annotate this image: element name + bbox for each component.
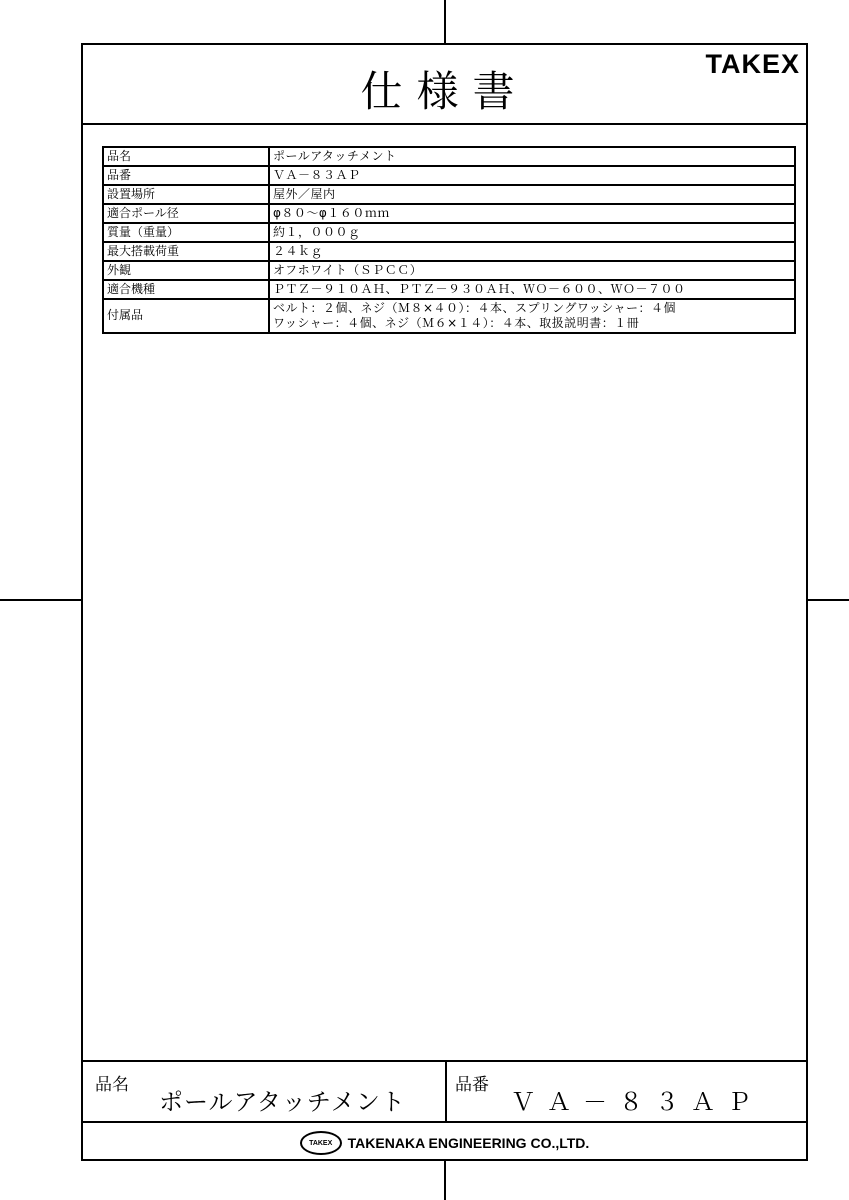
crop-mark-left (0, 599, 82, 601)
crop-mark-right (807, 599, 849, 601)
spec-row (103, 223, 795, 242)
spec-value-line: ２４ｋｇ (273, 243, 324, 258)
spec-value-line: φ８０～φ１６０ｍｍ (273, 205, 390, 220)
title-block-row (83, 1062, 806, 1123)
spec-value-line: 約１，０００ｇ (273, 224, 361, 239)
footer-number-label: 品番 (455, 1075, 489, 1095)
brand-logo: TAKEX (705, 49, 800, 79)
spec-label: 設置場所 (103, 185, 269, 204)
spec-label: 品名 (103, 147, 269, 166)
spec-label: 適合ポール径 (103, 204, 269, 223)
document-title: 仕様書 (360, 67, 529, 116)
spec-row (103, 280, 795, 299)
title-block (83, 1060, 806, 1159)
spec-row (103, 166, 795, 185)
spec-sheet (81, 43, 808, 1161)
crop-mark-top (444, 0, 446, 44)
spec-label: 品番 (103, 166, 269, 185)
spec-value (269, 166, 795, 185)
spec-row (103, 204, 795, 223)
spec-row (103, 147, 795, 166)
spec-row (103, 242, 795, 261)
company-row (83, 1125, 806, 1161)
spec-value (269, 185, 795, 204)
footer-name-value: ポールアタッチメント (159, 1088, 406, 1116)
spec-value-line: ポールアタッチメント (273, 148, 397, 163)
spec-value (269, 223, 795, 242)
spec-value-line: 屋外／屋内 (273, 186, 336, 201)
title-block-divider (445, 1062, 447, 1123)
spec-value (269, 280, 795, 299)
sheet-header (83, 45, 806, 125)
spec-row (103, 261, 795, 280)
spec-value-line: ベルト：２個、ネジ（Ｍ８×４０）：４本、スプリングワッシャー：４個 (273, 301, 676, 315)
spec-value (269, 261, 795, 280)
crop-mark-bottom (444, 1160, 446, 1200)
footer-number-value: ＶＡ－８３ＡＰ (511, 1088, 763, 1116)
footer-name-label: 品名 (95, 1075, 129, 1095)
spec-label: 適合機種 (103, 280, 269, 299)
spec-value-line: ワッシャー：４個、ネジ（Ｍ６×１４）：４本、取扱説明書：１冊 (273, 316, 640, 330)
spec-value-line: オフホワイト（ＳＰＣＣ） (273, 262, 423, 277)
spec-label: 付属品 (103, 299, 269, 333)
company-logo: TAKEX (300, 1131, 342, 1155)
spec-label: 最大搭載荷重 (103, 242, 269, 261)
spec-value (269, 204, 795, 223)
company-name: TAKENAKA ENGINEERING CO.,LTD. (347, 1135, 590, 1151)
spec-value (269, 242, 795, 261)
spec-value (269, 299, 795, 333)
spec-row (103, 299, 795, 333)
spec-row (103, 185, 795, 204)
spec-value-line: ＰＴＺ－９１０ＡＨ、ＰＴＺ－９３０ＡＨ、ＷＯ－６００、ＷＯ－７００ (273, 281, 686, 296)
spec-value (269, 147, 795, 166)
spec-label: 外観 (103, 261, 269, 280)
spec-value-line: ＶＡ－８３ＡＰ (273, 167, 361, 182)
spec-table (102, 146, 796, 334)
spec-label: 質量（重量） (103, 223, 269, 242)
